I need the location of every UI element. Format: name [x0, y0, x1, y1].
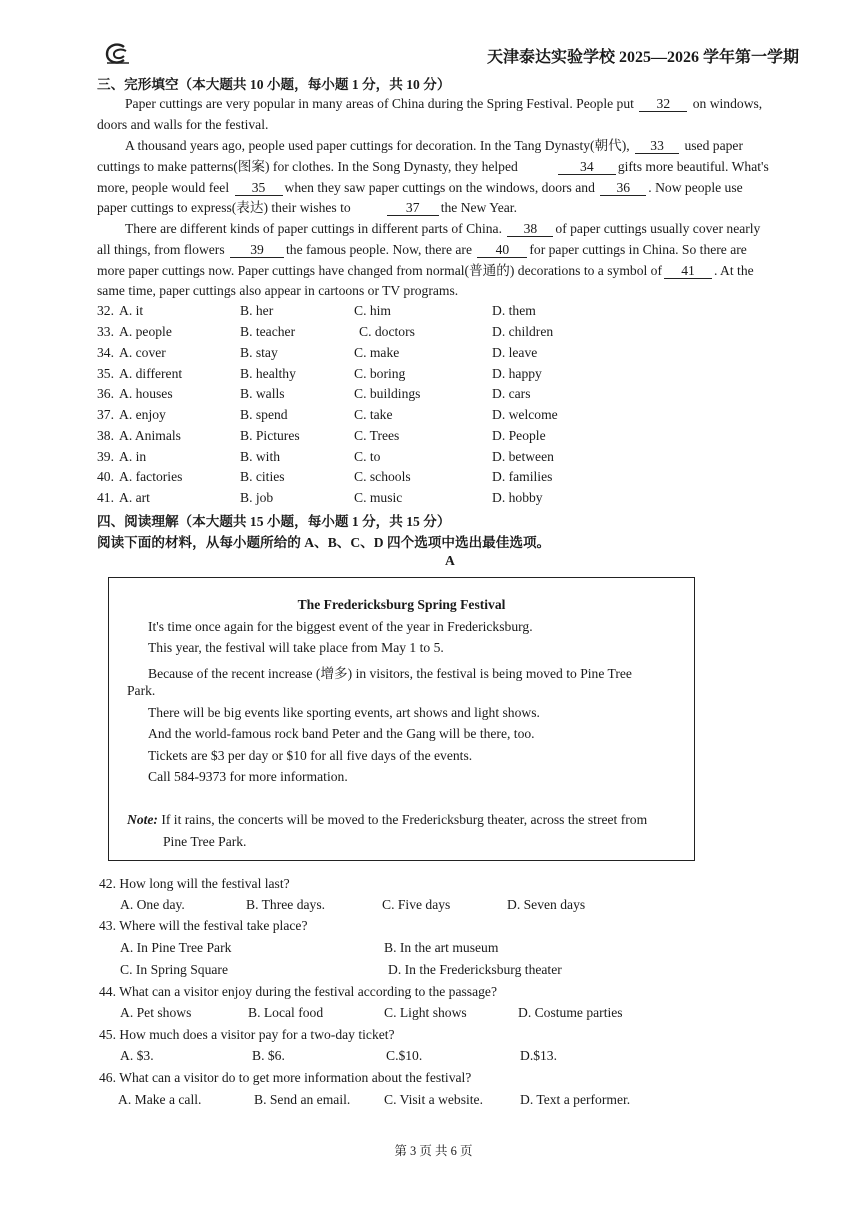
blank-40: 40	[477, 242, 527, 258]
passage-line: It's time once again for the biggest event of the year in Fredericksburg.	[148, 619, 533, 634]
option-42-b: B. Three days.	[246, 897, 326, 912]
question-43: 43. Where will the festival take place?	[99, 918, 308, 933]
option-45-a: A. $3.	[120, 1048, 154, 1063]
option-row-40: 40. A. factories B. cities C. schools D. families	[97, 469, 553, 484]
option-46-a: A. Make a call.	[118, 1092, 202, 1107]
option-row-38: 38. A. Animals B. Pictures C. Trees D. People	[97, 428, 546, 443]
option-row-41: 41. A. art B. job C. music D. hobby	[97, 490, 543, 505]
option-45-c: C.$10.	[386, 1048, 423, 1063]
option-43-a: A. In Pine Tree Park	[120, 940, 232, 955]
question-45: 45. How much does a visitor pay for a two-day ticket?	[99, 1027, 395, 1042]
cloze-paragraph-2: A thousand years ago, people used paper cuttings for decoration. In the Tang Dynasty(朝代), 33 used paper cuttings to make patterns(图案) for clothes. In the Song Dynasty, they helped 34 gifts more beautiful. What's more, people would feel 35 when they saw paper cuttings on the windows, doors and 36 . Now people use paper cuttings to express(表达) their wishes to 37 the New Year.	[97, 138, 769, 216]
blank-39: 39	[230, 242, 284, 258]
option-45-d: D.$13.	[520, 1048, 558, 1063]
blank-35: 35	[235, 180, 283, 196]
option-46-b: B. Send an email.	[254, 1092, 351, 1107]
option-row-37: 37. A. enjoy B. spend C. take D. welcome	[97, 407, 558, 422]
option-46-d: D. Text a performer.	[520, 1092, 631, 1107]
section-4-heading: 四、阅读理解（本大题共 15 小题，每小题 1 分，共 15 分）	[97, 514, 451, 529]
option-43-c: C. In Spring Square	[120, 962, 228, 977]
passage-line: Because of the recent increase (增多) in visitors, the festival is being moved to Pine Tree	[148, 666, 632, 681]
passage-line: There will be big events like sporting events, art shows and light shows.	[148, 705, 540, 720]
option-46-c: C. Visit a website.	[384, 1092, 483, 1107]
passage-box	[108, 577, 695, 861]
option-row-32: 32. A. it B. her C. him D. them	[97, 303, 536, 318]
question-46: 46. What can a visitor do to get more information about the festival?	[99, 1070, 472, 1085]
option-43-d: D. In the Fredericksburg theater	[388, 962, 562, 977]
passage-title: The Fredericksburg Spring Festival	[297, 597, 506, 612]
passage-line: And the world-famous rock band Peter and the Gang will be there, too.	[148, 726, 535, 741]
section-3-heading: 三、完形填空（本大题共 10 小题，每小题 1 分，共 10 分）	[97, 77, 451, 92]
option-42-a: A. One day.	[120, 897, 185, 912]
blank-33: 33	[635, 138, 679, 154]
option-44-c: C. Light shows	[384, 1005, 467, 1020]
option-43-b: B. In the art museum	[384, 940, 499, 955]
option-45-b: B. $6.	[252, 1048, 285, 1063]
passage-note: Pine Tree Park.	[163, 834, 247, 849]
passage-line: Tickets are $3 per day or $10 for all five days of the events.	[148, 748, 473, 763]
school-logo-icon	[104, 42, 132, 66]
passage-line: Call 584-9373 for more information.	[148, 769, 348, 784]
option-row-35: 35. A. different B. healthy C. boring D. happy	[97, 366, 542, 381]
page-number: 第 3 页 共 6 页	[394, 1144, 473, 1158]
option-44-d: D. Costume parties	[518, 1005, 623, 1020]
question-42: 42. How long will the festival last?	[99, 876, 290, 891]
exam-header-title: 天津泰达实验学校 2025—2026 学年第一学期	[486, 49, 799, 66]
blank-36: 36	[600, 180, 646, 196]
cloze-paragraph-1: Paper cuttings are very popular in many areas of China during the Spring Festival. People put 32 on windows, doors and walls for the festival.	[97, 96, 763, 132]
blank-34: 34	[558, 159, 616, 175]
option-44-a: A. Pet shows	[120, 1005, 192, 1020]
blank-37: 37	[387, 200, 439, 216]
passage-line: This year, the festival will take place from May 1 to 5.	[148, 640, 444, 655]
passage-label: A	[445, 553, 455, 568]
section-4-instruction: 阅读下面的材料，从每小题所给的 A、B、C、D 四个选项中选出最佳选项。	[97, 535, 551, 550]
blank-38: 38	[507, 221, 553, 237]
option-row-33: 33. A. people B. teacher C. doctors D. children	[97, 324, 554, 339]
option-44-b: B. Local food	[248, 1005, 324, 1020]
question-44: 44. What can a visitor enjoy during the festival according to the passage?	[99, 984, 497, 999]
blank-41: 41	[664, 263, 712, 279]
option-row-39: 39. A. in B. with C. to D. between	[97, 449, 554, 464]
option-row-36: 36. A. houses B. walls C. buildings D. cars	[97, 386, 531, 401]
blank-32: 32	[639, 96, 687, 112]
option-42-c: C. Five days	[382, 897, 451, 912]
passage-note: Note: If it rains, the concerts will be moved to the Fredericksburg theater, across the street from	[127, 812, 648, 827]
option-row-34: 34. A. cover B. stay C. make D. leave	[97, 345, 538, 360]
passage-line: Park.	[127, 683, 156, 698]
option-42-d: D. Seven days	[507, 897, 586, 912]
cloze-paragraph-3: There are different kinds of paper cuttings in different parts of China. 38 of paper cuttings usually cover nearly all things, from flowers 39 the famous people. Now, there are 40 for paper cuttings in China. So there are more paper cuttings now. Paper cuttings have changed from normal(普通的) decorations to a symbol of 41 . At the same time, paper cuttings also appear in cartoons or TV programs.	[97, 221, 761, 299]
